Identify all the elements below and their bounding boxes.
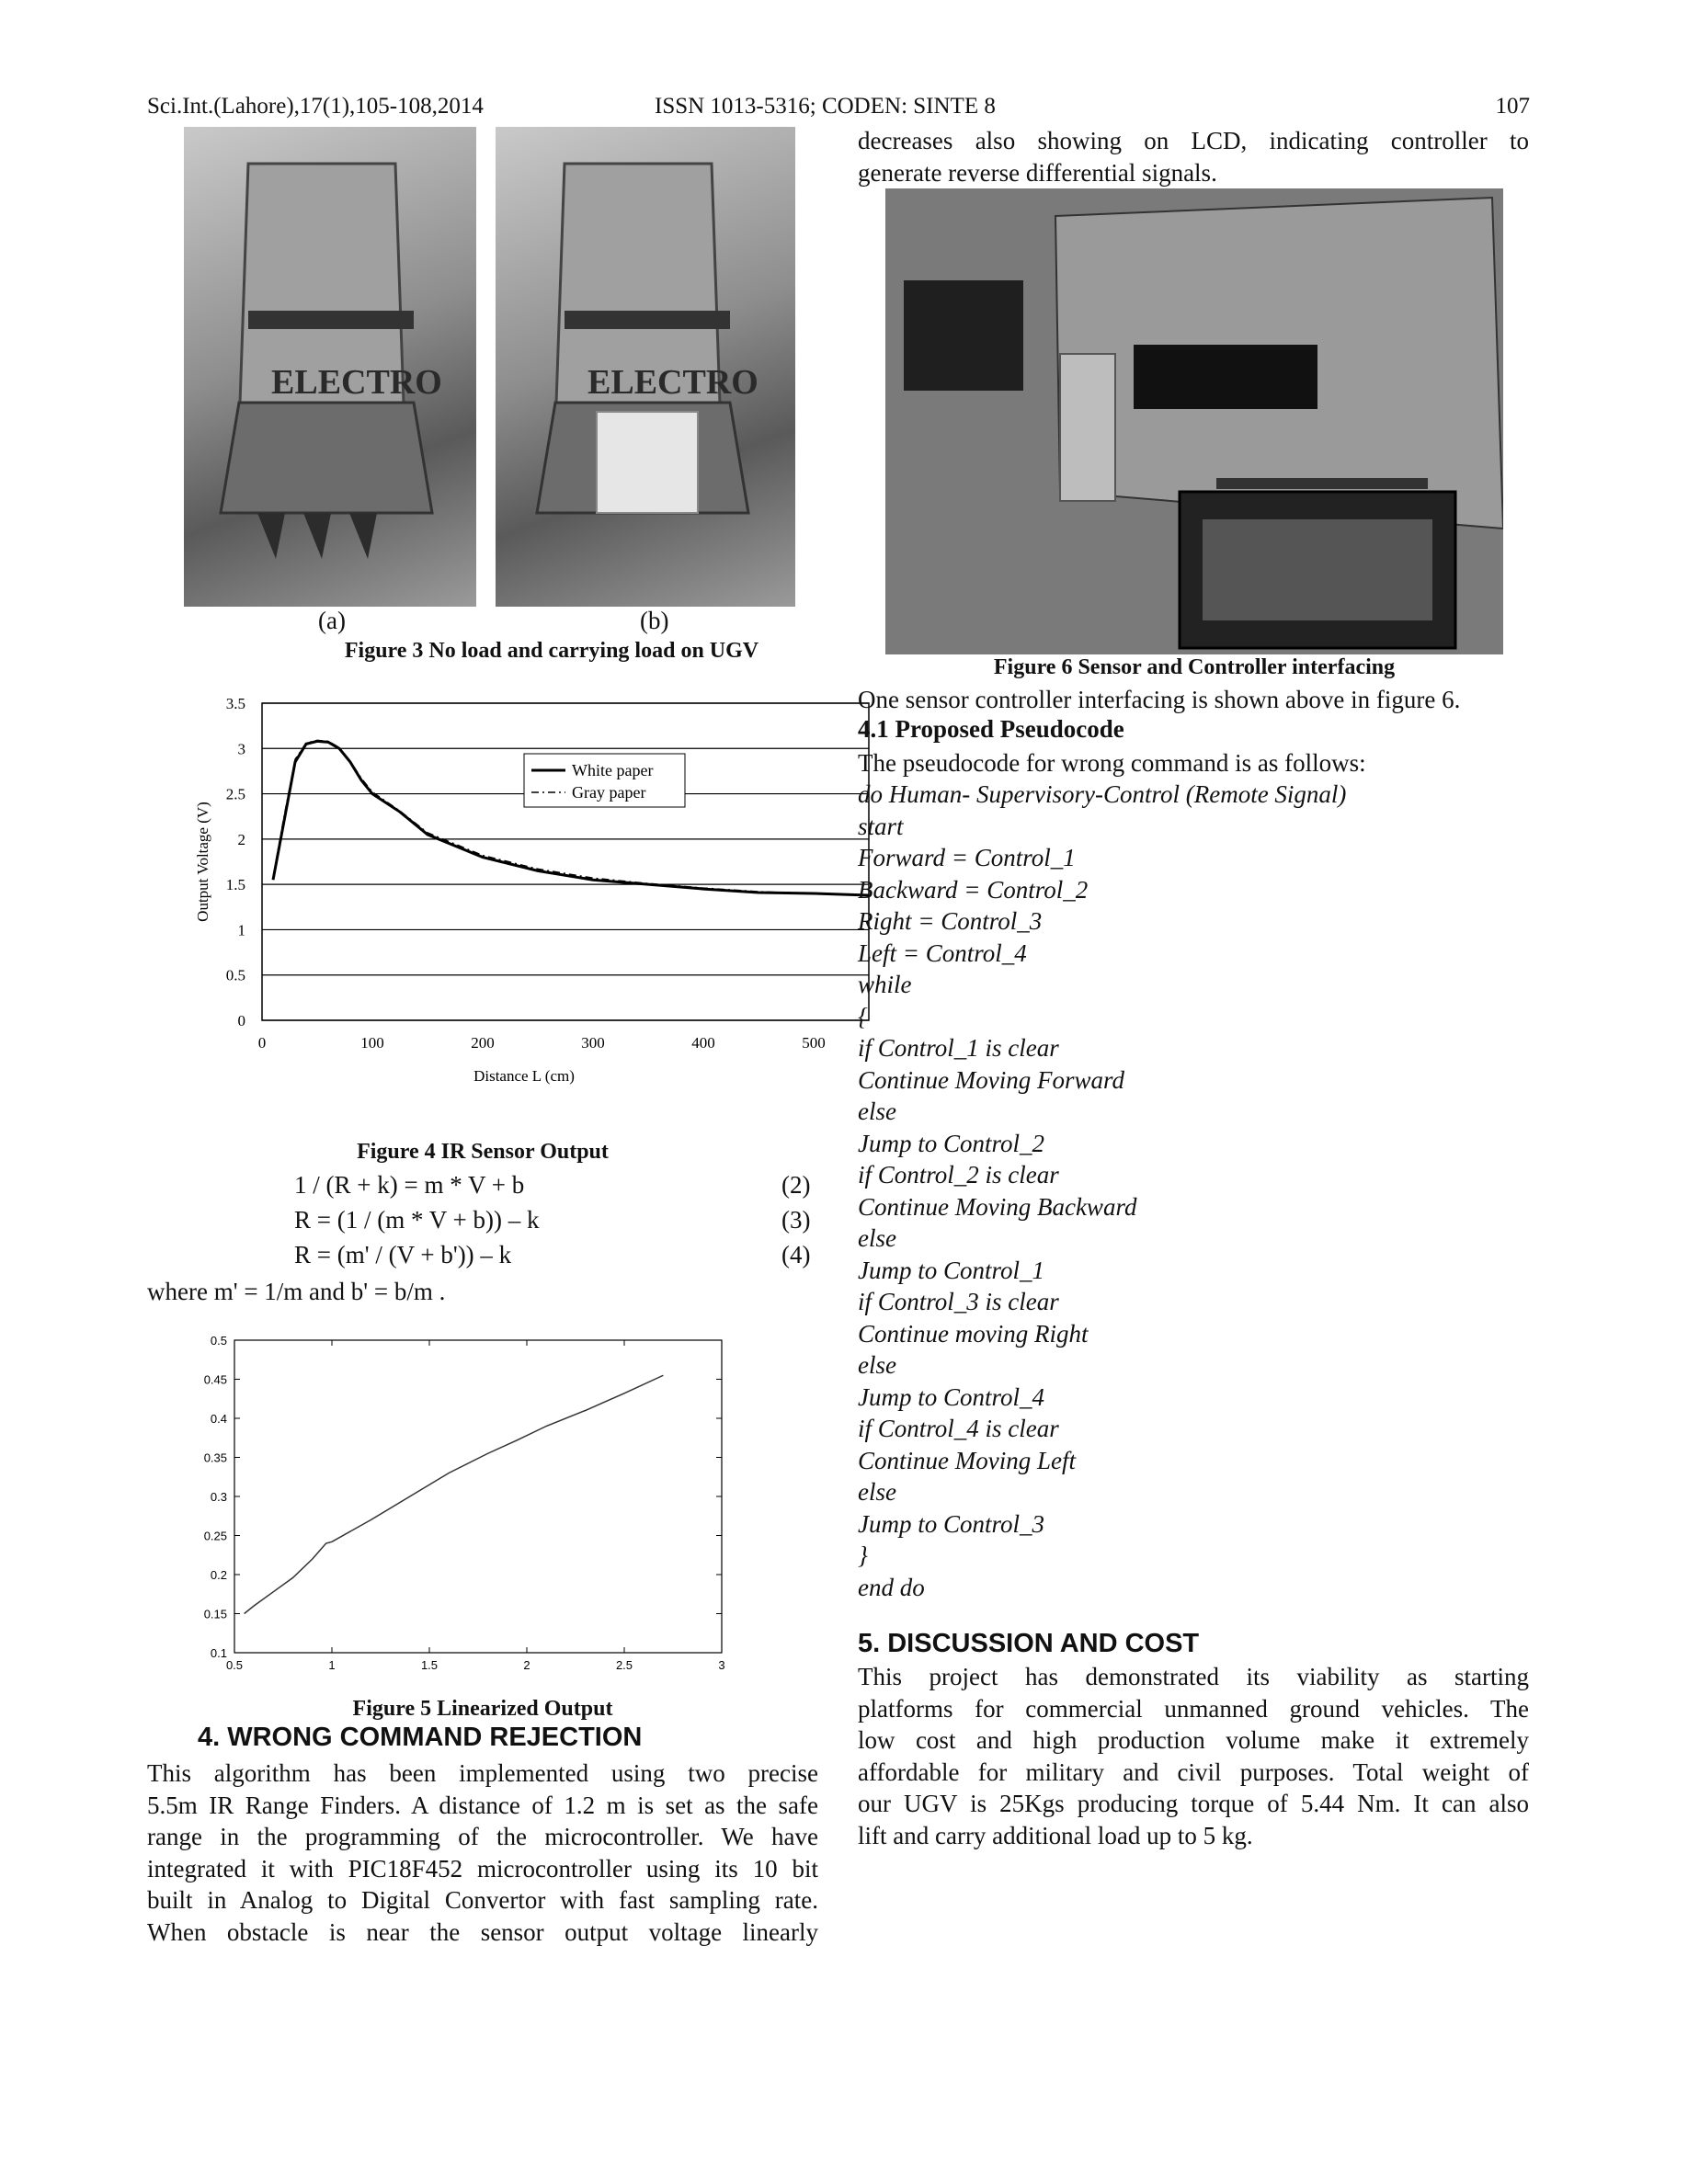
x-tick-label: 2: [523, 1658, 530, 1672]
equation-3-number: (3): [781, 1206, 811, 1234]
pseudocode-line: if Control_4 is clear: [858, 1415, 1059, 1442]
figure3-label-b: (b): [640, 607, 669, 634]
y-tick-label: 0.3: [210, 1490, 227, 1504]
pseudocode-line: Backward = Control_2: [858, 875, 1089, 904]
pseudocode-line: Continue Moving Left: [858, 1446, 1076, 1474]
pseudocode-line: Continue moving Right: [858, 1319, 1089, 1348]
section5-line: lift and carry additional load up to 5 kg.: [858, 1821, 1253, 1849]
electro-logo-a: ELECTRO: [271, 363, 442, 402]
x-tick-label: 200: [471, 1034, 495, 1052]
x-tick-label: 0.5: [225, 1658, 244, 1672]
pseudocode-line: if Control_2 is clear: [858, 1161, 1059, 1189]
equation-3: R = (1 / (m * V + b)) – k: [294, 1206, 540, 1234]
pseudocode-line: else: [858, 1098, 896, 1125]
pseudocode-line: if Control_3 is clear: [858, 1288, 1059, 1315]
y-tick-label: 3: [237, 740, 245, 758]
pseudocode-line: Continue Moving Forward: [858, 1065, 1124, 1094]
section4-line: This algorithm has been implemented using two precise: [147, 1759, 818, 1787]
x-tick-label: 300: [581, 1034, 605, 1052]
electro-logo-b: ELECTRO: [587, 363, 758, 402]
y-tick-label: 0.5: [225, 966, 245, 984]
section5-line: platforms for commercial unmanned ground vehicles. The: [858, 1694, 1529, 1723]
equation-4: R = (m' / (V + b')) – k: [294, 1241, 512, 1268]
ir-sensor-output-chart: [147, 680, 938, 1112]
journal-citation: Sci.Int.(Lahore),17(1),105-108,2014: [147, 94, 484, 119]
y-tick-label: 0.35: [203, 1450, 227, 1465]
pseudocode-block: [858, 779, 1346, 1603]
pseudocode-line: Jump to Control_4: [858, 1382, 1045, 1411]
figure6-caption: Figure 6 Sensor and Controller interfacing: [993, 655, 1396, 679]
pseudocode-line: else: [858, 1224, 896, 1252]
equation-2-number: (2): [781, 1171, 811, 1199]
pseudocode-line: Jump to Control_2: [858, 1129, 1045, 1157]
sensor-controller-photo: [885, 188, 1503, 654]
legend-label: Gray paper: [572, 783, 646, 802]
x-tick-label: 1: [328, 1658, 336, 1672]
x-tick-label: 1.5: [420, 1658, 439, 1672]
section5-line: This project has demonstrated its viability as starting: [858, 1663, 1529, 1690]
section5-line: our UGV is 25Kgs producing torque of 5.44 Nm. It can also: [858, 1790, 1529, 1817]
x-tick-label: 100: [360, 1034, 384, 1052]
section5-line: low cost and high production volume make it extremely: [858, 1726, 1529, 1754]
y-tick-label: 0.25: [203, 1529, 227, 1543]
pseudocode-line: Left = Control_4: [858, 938, 1027, 967]
pseudocode-line: end do: [858, 1573, 925, 1601]
ugv-no-load-photo: [184, 127, 476, 607]
pseudocode-line: start: [858, 812, 904, 840]
pseudocode-line: }: [858, 1541, 868, 1569]
section4-line: 5.5m IR Range Finders. A distance of 1.2 m is set as the safe: [147, 1791, 818, 1819]
figure6-reference-text: One sensor controller interfacing is shown above in figure 6.: [858, 686, 1461, 713]
figure3-label-a: (a): [318, 607, 346, 634]
y-axis-label: Output Voltage (V): [194, 802, 211, 922]
linearized-output-chart: [147, 1324, 745, 1673]
section4-line: range in the programming of the microcontroller. We have: [147, 1823, 818, 1850]
y-tick-label: 0.15: [203, 1607, 227, 1621]
section5-line: affordable for military and civil purposes. Total weight of: [858, 1757, 1529, 1786]
x-axis-label: Distance L (cm): [473, 1067, 575, 1085]
x-tick-label: 3: [718, 1658, 725, 1672]
pseudocode-line: Continue Moving Backward: [858, 1192, 1137, 1221]
x-tick-label: 2.5: [615, 1658, 633, 1672]
pseudocode-intro: The pseudocode for wrong command is as follows:: [858, 749, 1366, 777]
section4-line: built in Analog to Digital Convertor with fast sampling rate.: [147, 1886, 818, 1914]
equation-where-text: where m' = 1/m and b' = b/m .: [147, 1278, 446, 1305]
pseudocode-line: do Human- Supervisory-Control (Remote Signal): [858, 780, 1347, 808]
figure4-caption: Figure 4 IR Sensor Output: [357, 1140, 609, 1164]
y-tick-label: 1: [237, 921, 245, 939]
section5-body: [858, 1661, 1529, 1851]
y-tick-label: 2: [237, 830, 245, 848]
legend-label: White paper: [572, 761, 654, 779]
pseudocode-line: {: [858, 1002, 868, 1030]
y-tick-label: 0.45: [203, 1372, 227, 1387]
figure3-caption: Figure 3 No load and carrying load on UGV: [344, 639, 759, 663]
y-tick-label: 0.4: [210, 1412, 227, 1426]
y-tick-label: 0.1: [210, 1646, 227, 1660]
continued-paragraph: [858, 125, 1529, 188]
y-tick-label: 0.2: [210, 1568, 227, 1582]
pseudocode-line: if Control_1 is clear: [858, 1034, 1059, 1062]
y-tick-label: 3.5: [225, 695, 245, 712]
section4-line: integrated it with PIC18F452 microcontroller using its 10 bit: [147, 1854, 818, 1883]
x-tick-label: 0: [257, 1034, 267, 1052]
y-tick-label: 2.5: [225, 785, 245, 803]
pseudocode-line: Jump to Control_1: [858, 1256, 1045, 1284]
section41-heading: 4.1 Proposed Pseudocode: [858, 715, 1124, 743]
x-tick-label: 400: [691, 1034, 715, 1052]
section4-body: [147, 1757, 818, 1948]
ugv-load-photo: [496, 127, 795, 607]
pseudocode-line: while: [858, 971, 912, 998]
paragraph-line: decreases also showing on LCD, indicating controller to: [858, 127, 1529, 154]
pseudocode-line: Jump to Control_3: [858, 1509, 1045, 1538]
y-tick-label: 1.5: [225, 876, 245, 894]
section5-heading: 5. DISCUSSION AND COST: [858, 1629, 1200, 1658]
issn-line: ISSN 1013-5316; CODEN: SINTE 8: [655, 94, 996, 119]
y-tick-label: 0: [237, 1012, 245, 1029]
equation-4-number: (4): [781, 1241, 811, 1268]
section4-line: When obstacle is near the sensor output voltage linearly: [147, 1917, 818, 1946]
page-number: 107: [1495, 94, 1530, 119]
linearized-series-line: [245, 1375, 664, 1613]
pseudocode-line: Forward = Control_1: [858, 844, 1076, 871]
pseudocode-line: else: [858, 1478, 896, 1506]
pseudocode-line: Right = Control_3: [858, 907, 1043, 935]
equation-2: 1 / (R + k) = m * V + b: [294, 1171, 525, 1199]
figure5-caption: Figure 5 Linearized Output: [352, 1697, 613, 1721]
paragraph-line: generate reverse differential signals.: [858, 158, 1217, 187]
section4-heading: 4. WRONG COMMAND REJECTION: [198, 1723, 643, 1752]
pseudocode-line: else: [858, 1351, 896, 1379]
x-tick-label: 500: [802, 1034, 826, 1052]
y-tick-label: 0.5: [210, 1334, 227, 1348]
